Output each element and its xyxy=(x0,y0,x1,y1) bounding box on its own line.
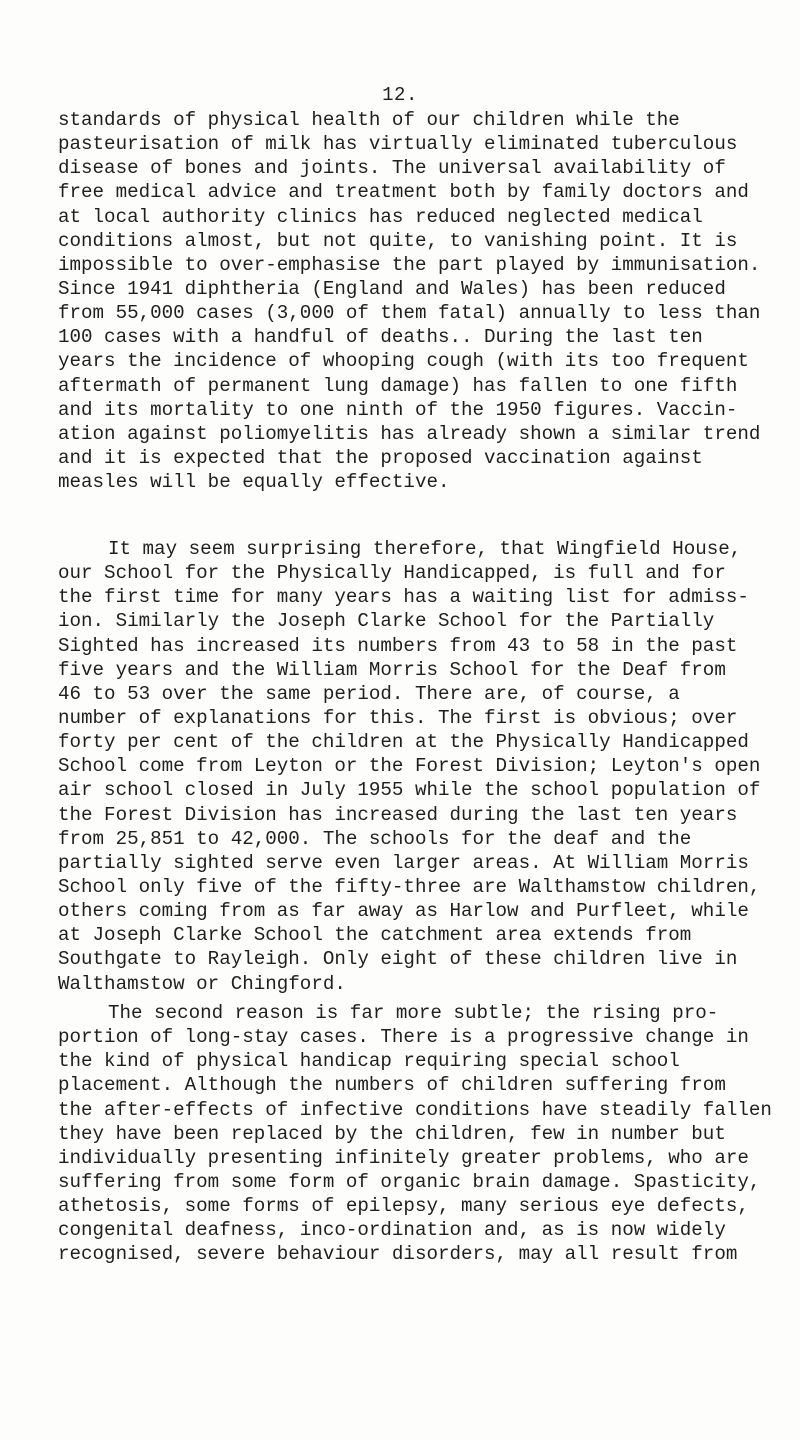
text-line: Sighted has increased its numbers from 43 to 58 in the past xyxy=(58,634,738,657)
text-line: at Joseph Clarke School the catchment area extends from xyxy=(58,924,692,947)
text-line: at local authority clinics has reduced neglected medical xyxy=(58,205,703,228)
text-line: individually presenting infinitely greater problems, who are xyxy=(58,1146,749,1169)
text-line: congenital deafness, inco-ordination and, as is now widely xyxy=(58,1219,726,1242)
text-line: air school closed in July 1955 while the school population of xyxy=(58,779,761,802)
text-line: from 55,000 cases (3,000 of them fatal) annually to less than xyxy=(58,302,761,325)
paragraph-2 xyxy=(58,537,761,996)
text-line: athetosis, some forms of epilepsy, many serious eye defects, xyxy=(58,1195,749,1218)
text-line: the after-effects of infective conditions have steadily fallen xyxy=(58,1098,772,1121)
text-line: The second reason is far more subtle; the rising pro- xyxy=(108,1002,719,1024)
text-line: free medical advice and treatment both by family doctors and xyxy=(58,181,749,204)
text-line: the kind of physical handicap requiring special school xyxy=(58,1050,680,1073)
text-line: impossible to over-emphasise the part played by immunisation. xyxy=(58,253,761,276)
text-line: conditions almost, but not quite, to vanishing point. It is xyxy=(58,229,738,252)
paragraph-1 xyxy=(58,108,761,494)
text-line: portion of long-stay cases. There is a progressive change in xyxy=(58,1026,749,1049)
text-line: from 25,851 to 42,000. The schools for the deaf and the xyxy=(58,827,692,850)
text-line: they have been replaced by the children, few in number but xyxy=(58,1122,726,1145)
text-line: School come from Leyton or the Forest Division; Leyton's open xyxy=(58,755,761,778)
text-line: ation against poliomyelitis has already shown a similar trend xyxy=(58,422,761,445)
text-line: and it is expected that the proposed vaccination against xyxy=(58,446,703,469)
text-line: number of explanations for this. The first is obvious; over xyxy=(58,706,738,729)
text-line: and its mortality to one ninth of the 1950 figures. Vaccin- xyxy=(58,398,738,421)
text-line: suffering from some form of organic brain damage. Spasticity, xyxy=(58,1170,761,1193)
text-line: recognised, severe behaviour disorders, may all result from xyxy=(58,1243,738,1266)
text-line: others coming from as far away as Harlow and Purfleet, while xyxy=(58,900,749,923)
text-line: School only five of the fifty-three are Walthamstow children, xyxy=(58,875,761,898)
text-line: years the incidence of whooping cough (with its too frequent xyxy=(58,350,749,373)
text-line: pasteurisation of milk has virtually eliminated tuberculous xyxy=(58,133,738,156)
text-line: the first time for many years has a waiting list for admiss- xyxy=(58,586,749,609)
text-line: Walthamstow or Chingford. xyxy=(58,972,346,995)
text-line: 46 to 53 over the same period. There are, of course, a xyxy=(58,682,680,705)
text-line: Since 1941 diphtheria (England and Wales) has been reduced xyxy=(58,277,726,300)
text-line: ion. Similarly the Joseph Clarke School for the Partially xyxy=(58,610,715,633)
text-line: It may seem surprising therefore, that Wingfield House, xyxy=(108,538,742,560)
text-line: Southgate to Rayleigh. Only eight of these children live in xyxy=(58,948,738,971)
text-line: five years and the William Morris School for the Deaf from xyxy=(58,658,726,681)
text-line: placement. Although the numbers of children suffering from xyxy=(58,1074,726,1097)
text-line: aftermath of permanent lung damage) has fallen to one fifth xyxy=(58,374,738,397)
paragraph-3 xyxy=(58,1001,772,1267)
text-line: our School for the Physically Handicapped, is full and for xyxy=(58,562,726,585)
text-line: measles will be equally effective. xyxy=(58,471,450,494)
page-number: 12. xyxy=(382,84,418,106)
text-line: disease of bones and joints. The universal availability of xyxy=(58,157,726,180)
text-line: 100 cases with a handful of deaths.. During the last ten xyxy=(58,326,703,349)
text-line: standards of physical health of our children while the xyxy=(58,109,680,131)
text-line: forty per cent of the children at the Physically Handicapped xyxy=(58,731,749,754)
text-line: partially sighted serve even larger areas. At William Morris xyxy=(58,851,749,874)
text-line: the Forest Division has increased during the last ten years xyxy=(58,803,738,826)
